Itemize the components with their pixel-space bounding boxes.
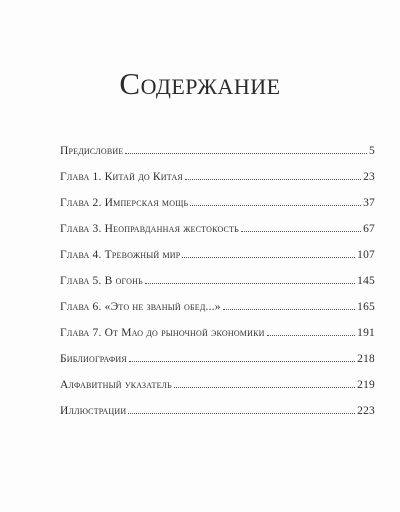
dot-leader bbox=[145, 283, 355, 284]
toc-entry-page: 5 bbox=[369, 145, 375, 157]
toc-entry-page: 23 bbox=[363, 171, 375, 183]
page-title: Содержание bbox=[119, 66, 281, 101]
dot-leader bbox=[128, 413, 355, 414]
toc-entry-page: 107 bbox=[357, 249, 375, 261]
toc-entry bbox=[60, 209, 375, 235]
toc-entry bbox=[60, 183, 375, 209]
toc-entry bbox=[60, 391, 375, 417]
toc-entry bbox=[60, 235, 375, 261]
toc-entry-label: Алфавитный указатель bbox=[60, 379, 172, 391]
toc-entry-label: Иллюстрации bbox=[60, 405, 127, 417]
dot-leader bbox=[129, 361, 355, 362]
toc-entry bbox=[60, 313, 375, 339]
toc-entry-page: 37 bbox=[363, 197, 375, 209]
dot-leader bbox=[182, 257, 355, 258]
toc-entry-label: Глава 7. От Мао до рыночной экономики bbox=[60, 327, 265, 339]
toc-entry-page: 67 bbox=[363, 223, 375, 235]
toc-entry bbox=[60, 261, 375, 287]
dot-leader bbox=[174, 387, 355, 388]
toc-entry-label: Глава 5. В огонь bbox=[60, 275, 143, 287]
dot-leader bbox=[190, 205, 361, 206]
toc-entry bbox=[60, 131, 375, 157]
toc-entry-page: 219 bbox=[357, 379, 375, 391]
toc-entry-label: Глава 2. Имперская мощь bbox=[60, 197, 189, 209]
toc-entry-label: Библиография bbox=[60, 353, 127, 365]
toc-entry-label: Глава 1. Китай до Китая bbox=[60, 171, 183, 183]
dot-leader bbox=[185, 179, 361, 180]
toc-entry-page: 145 bbox=[357, 275, 375, 287]
toc-entry-page: 223 bbox=[357, 405, 375, 417]
toc-entry bbox=[60, 157, 375, 183]
toc-entry-label: Глава 6. «Это не званый обед...» bbox=[60, 301, 221, 313]
dot-leader bbox=[223, 309, 355, 310]
toc-entry bbox=[60, 287, 375, 313]
toc-entry-page: 218 bbox=[357, 353, 375, 365]
toc-entry-label: Предисловие bbox=[60, 145, 124, 157]
toc-entry-label: Глава 3. Неоправданная жестокость bbox=[60, 223, 239, 235]
toc-entry bbox=[60, 339, 375, 365]
toc-entry-page: 191 bbox=[357, 327, 375, 339]
dot-leader bbox=[241, 231, 361, 232]
table-of-contents bbox=[60, 131, 375, 417]
dot-leader bbox=[125, 153, 367, 154]
toc-entry-label: Глава 4. Тревожный мир bbox=[60, 249, 181, 261]
toc-entry-page: 165 bbox=[357, 301, 375, 313]
dot-leader bbox=[267, 335, 356, 336]
toc-entry bbox=[60, 365, 375, 391]
